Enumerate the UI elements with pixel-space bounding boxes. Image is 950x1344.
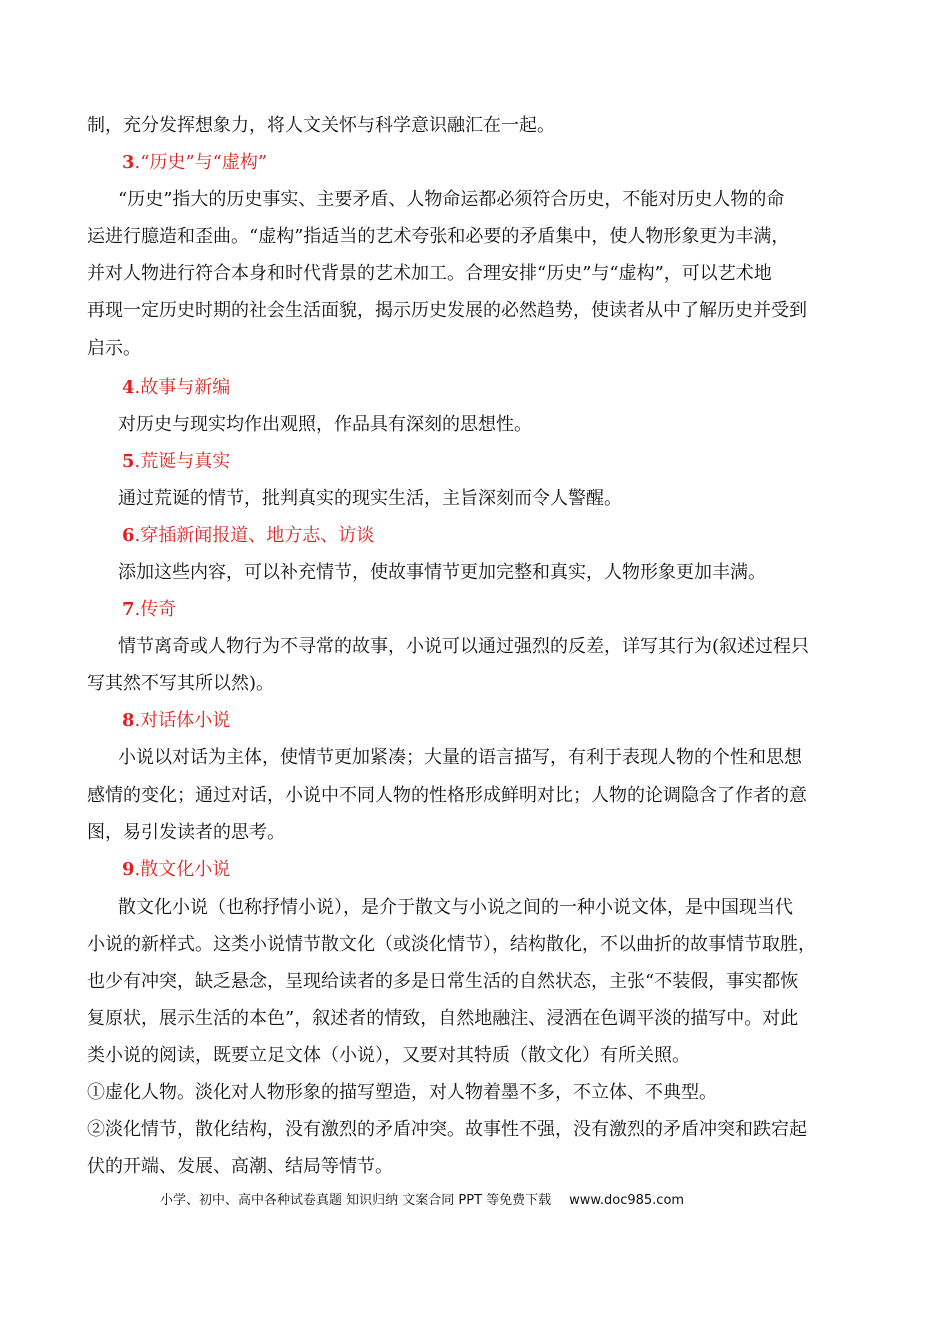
section-heading — [122, 598, 176, 622]
body-line: 通过荒诞的情节，批判真实的现实生活，主旨深刻而令人警醒。 — [118, 488, 622, 509]
heading-title: .荒诞与真实 — [134, 451, 231, 472]
body-line: 感情的变化；通过对话，小说中不同人物的性格形成鲜明对比；人物的论调隐含了作者的意 — [87, 785, 807, 806]
body-line: 写其然不写其所以然)。 — [87, 673, 275, 694]
heading-number: 3 — [122, 152, 135, 173]
heading-number: 8 — [122, 710, 135, 731]
section-heading — [122, 709, 230, 733]
body-line: 运进行臆造和歪曲。“虚构”指适当的艺术夸张和必要的矛盾集中，使人物形象更为丰满， — [87, 226, 790, 247]
body-line: 启示。 — [87, 338, 141, 359]
body-line: 再现一定历史时期的社会生活面貌，揭示历史发展的必然趋势，使读者从中了解历史并受到 — [87, 300, 807, 321]
body-line: ②淡化情节，散化结构，没有激烈的矛盾冲突。故事性不强，没有激烈的矛盾冲突和跌宕起 — [87, 1119, 807, 1140]
heading-title: .“历史”与“虚构” — [134, 152, 268, 173]
heading-number: 5 — [122, 451, 135, 472]
heading-number: 6 — [122, 525, 135, 546]
body-line: “历史”指大的历史事实、主要矛盾、人物命运都必须符合历史，不能对历史人物的命 — [118, 189, 785, 210]
section-heading — [122, 524, 374, 548]
body-line: 并对人物进行符合本身和时代背景的艺术加工。合理安排“历史”与“虚构”，可以艺术地 — [87, 263, 772, 284]
footer-text: 小学、初中、高中各种试卷真题 知识归纳 文案合同 PPT 等免费下载 — [160, 1193, 552, 1208]
body-line: 也少有冲突，缺乏悬念，呈现给读者的多是日常生活的自然状态，主张“不装假，事实都恢 — [87, 971, 799, 992]
body-line: 复原状，展示生活的本色”，叙述者的情致，自然地融注、浸洒在色调平淡的描写中。对此 — [87, 1008, 799, 1029]
section-heading — [122, 376, 230, 400]
heading-title: .传奇 — [134, 599, 177, 620]
body-line: 散文化小说（也称抒情小说），是介于散文与小说之间的一种小说文体，是中国现当代 — [118, 897, 793, 918]
body-line: 图，易引发读者的思考。 — [87, 822, 285, 843]
heading-number: 4 — [122, 377, 135, 398]
body-line: 伏的开端、发展、高潮、结局等情节。 — [87, 1156, 393, 1177]
heading-title: .散文化小说 — [134, 859, 231, 880]
body-line: 小说以对话为主体，使情节更加紧凑；大量的语言描写，有利于表现人物的个性和思想 — [118, 747, 802, 768]
body-line: 情节离奇或人物行为不寻常的故事，小说可以通过强烈的反差，详写其行为(叙述过程只 — [118, 636, 810, 657]
body-line: 制，充分发挥想象力，将人文关怀与科学意识融汇在一起。 — [87, 115, 555, 136]
footer-site-link[interactable]: www.doc985.com — [569, 1193, 685, 1208]
section-heading — [122, 151, 267, 175]
body-line: 添加这些内容，可以补充情节，使故事情节更加完整和真实，人物形象更加丰满。 — [118, 562, 766, 583]
heading-title: .穿插新闻报道、地方志、访谈 — [134, 525, 375, 546]
body-line: 小说的新样式。这类小说情节散文化（或淡化情节），结构散化，不以曲折的故事情节取胜， — [87, 934, 816, 955]
body-line: 类小说的阅读，既要立足文体（小说），又要对其特质（散文化）有所关照。 — [87, 1045, 690, 1066]
heading-title: .对话体小说 — [134, 710, 231, 731]
heading-number: 9 — [122, 859, 135, 880]
section-heading — [122, 858, 230, 882]
body-line: ①虚化人物。淡化对人物形象的描写塑造，对人物着墨不多，不立体、不典型。 — [87, 1082, 717, 1103]
section-heading — [122, 450, 230, 474]
page-footer — [160, 1191, 684, 1211]
heading-number: 7 — [122, 599, 135, 620]
heading-title: .故事与新编 — [134, 377, 231, 398]
body-line: 对历史与现实均作出观照，作品具有深刻的思想性。 — [118, 414, 532, 435]
